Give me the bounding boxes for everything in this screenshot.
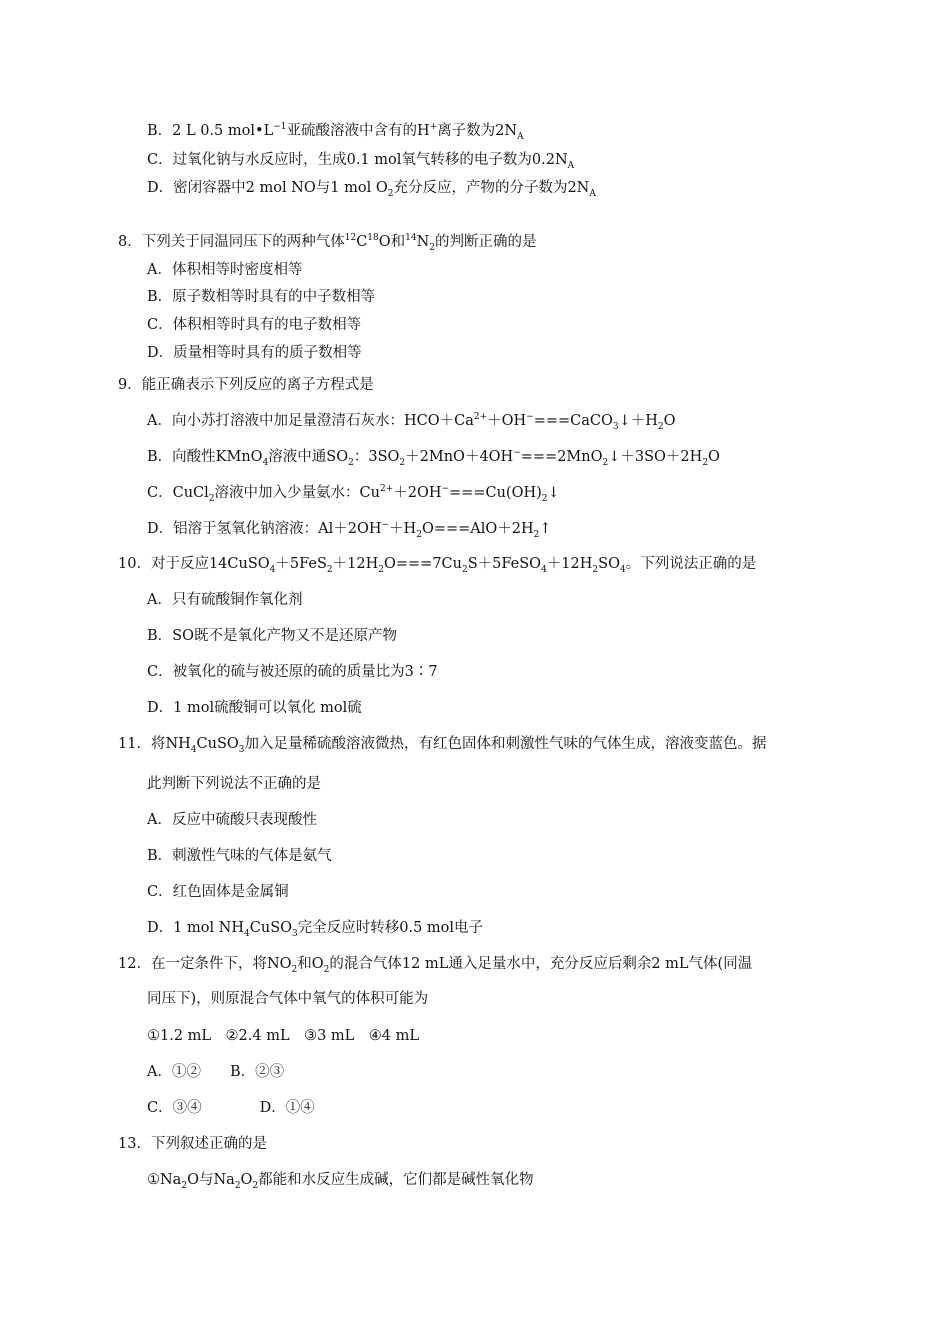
text-segment: 3 xyxy=(292,928,298,939)
text-segment: 2 xyxy=(533,529,540,540)
text-segment: B．原子数相等时具有的中子数相等 xyxy=(147,289,376,305)
q13-statement-1 xyxy=(147,1170,534,1190)
text-segment: 的混合气体12 mL通入足量水中，充分反应后剩余2 mL气体(同温 xyxy=(329,956,753,972)
text-segment: O===7Cu xyxy=(383,556,462,572)
text-segment: O xyxy=(240,1172,253,1188)
q12-option-cd xyxy=(147,1098,315,1118)
text-segment: A xyxy=(567,160,575,171)
text-segment: 2 xyxy=(461,564,468,575)
text-segment: 溶液中通SO xyxy=(268,449,349,465)
text-segment: A．体积相等时密度相等 xyxy=(147,262,303,278)
q11-option-d xyxy=(147,918,483,938)
text-segment: ①Na xyxy=(147,1172,182,1188)
text-segment: − xyxy=(513,448,521,459)
text-segment: C．③④ D．①④ xyxy=(147,1100,315,1116)
q9-option-a xyxy=(147,411,676,431)
text-segment: 2 xyxy=(429,242,436,253)
text-segment: 2 xyxy=(602,457,609,468)
text-segment: A xyxy=(589,188,596,199)
text-segment: 此判断下列说法不正确的是 xyxy=(147,776,321,792)
text-segment: 2 xyxy=(416,529,422,540)
text-segment: 都能和水反应生成碱，它们都是碱性氧化物 xyxy=(258,1172,534,1188)
text-segment: SO xyxy=(598,556,620,572)
text-segment: ＋5FeS xyxy=(275,556,327,572)
text-segment: 11．将NH xyxy=(118,736,191,752)
text-segment: B．向酸性KMnO xyxy=(147,449,263,465)
q8-option-b xyxy=(147,287,375,307)
text-segment: ↓＋3SO＋2H xyxy=(608,449,703,465)
text-segment: 2 xyxy=(326,564,333,575)
text-segment: 2 xyxy=(378,564,384,575)
text-segment: 4 xyxy=(262,457,269,468)
text-segment: 同压下)，则原混合气体中氧气的体积可能为 xyxy=(147,991,429,1007)
text-segment: 亚硫酸溶液中含有的H xyxy=(286,123,430,139)
q11-option-b xyxy=(147,846,332,866)
text-segment: 2 xyxy=(291,964,298,975)
text-segment: C．红色固体是金属铜 xyxy=(147,884,289,900)
text-segment: N xyxy=(416,234,430,250)
text-segment: C．CuCl xyxy=(147,485,209,501)
text-segment: 3 xyxy=(238,744,245,755)
q7-option-d xyxy=(147,178,596,198)
text-segment: ↓ xyxy=(547,485,560,501)
text-segment: D．1 mol NH xyxy=(147,920,245,936)
q9-option-c xyxy=(147,483,560,503)
text-segment: D．铝溶于氢氧化钠溶液：Al＋2OH xyxy=(147,521,382,537)
text-segment: 12．在一定条件下，将NO xyxy=(118,956,292,972)
q10-option-b xyxy=(147,626,397,646)
text-segment: 2 xyxy=(592,564,599,575)
q13-stem xyxy=(118,1134,267,1154)
text-segment: 2 xyxy=(181,1180,188,1191)
text-segment: 10．对于反应14CuSO xyxy=(118,556,270,572)
text-segment: 9．能正确表示下列反应的离子方程式是 xyxy=(118,377,374,393)
text-segment: C．体积相等时具有的电子数相等 xyxy=(147,317,362,333)
q12-stem xyxy=(118,954,752,974)
text-segment: 2 xyxy=(252,1180,259,1191)
q8-stem xyxy=(118,232,537,252)
text-segment: − xyxy=(526,412,534,423)
q11-option-c xyxy=(147,882,289,902)
q8-option-c xyxy=(147,315,361,335)
text-segment: O与Na xyxy=(187,1172,235,1188)
text-segment: 2 xyxy=(234,1180,241,1191)
text-segment: 4 xyxy=(269,564,276,575)
text-segment: 。下列说法正确的是 xyxy=(625,556,757,572)
q11-stem-cont xyxy=(147,774,321,794)
q11-option-a xyxy=(147,810,317,830)
q9-option-b xyxy=(147,447,720,467)
text-segment: 2 xyxy=(387,188,394,199)
text-segment: A．①② B．②③ xyxy=(147,1064,285,1080)
text-segment: + xyxy=(429,122,438,133)
text-segment: 13．下列叙述正确的是 xyxy=(118,1136,267,1152)
q10-option-d xyxy=(147,698,362,718)
text-segment: 4 xyxy=(244,928,250,939)
text-segment: 的判断正确的是 xyxy=(435,234,537,250)
q12-choices xyxy=(147,1026,419,1046)
text-segment: ＋2OH xyxy=(393,485,442,501)
q7-option-b xyxy=(147,121,524,141)
text-segment: 和O xyxy=(297,956,324,972)
q9-stem xyxy=(118,375,374,395)
text-segment: 3 xyxy=(612,421,619,432)
text-segment: 2+ xyxy=(473,412,488,423)
text-segment: B．2 L 0.5 mol•L xyxy=(147,123,274,139)
text-segment: ＋12H xyxy=(332,556,379,572)
text-segment: ===Cu(OH) xyxy=(449,485,542,501)
q10-option-a xyxy=(147,590,302,610)
text-segment: 离子数为2N xyxy=(437,123,518,139)
text-segment: CuSO xyxy=(196,736,239,752)
q10-stem xyxy=(118,554,756,574)
text-segment: D．密闭容器中2 mol NO与1 mol O xyxy=(147,180,388,196)
text-segment: A．只有硫酸铜作氧化剂 xyxy=(147,592,303,608)
text-segment: O===AlO＋2H xyxy=(421,521,534,537)
q12-option-ab xyxy=(147,1062,284,1082)
q9-option-d xyxy=(147,519,552,539)
text-segment: B．SO既不是氧化产物又不是还原产物 xyxy=(147,628,397,644)
text-segment: 2 xyxy=(657,421,664,432)
text-segment: C．过氧化钠与水反应时，生成0.1 mol氧气转移的电子数为0.2N xyxy=(147,152,568,168)
text-segment: S＋5FeSO xyxy=(467,556,542,572)
text-segment: 18 xyxy=(367,233,379,244)
text-segment: O和 xyxy=(378,234,406,250)
text-segment: ===2MnO xyxy=(520,449,603,465)
text-segment: ↑ xyxy=(539,521,552,537)
text-segment: 溶液中加入少量氨水：Cu xyxy=(214,485,380,501)
text-segment: 2 xyxy=(348,457,354,468)
text-segment: 2 xyxy=(323,964,330,975)
text-segment: 充分反应，产物的分子数为2N xyxy=(393,180,590,196)
text-segment: A．向小苏打溶液中加足量澄清石灰水：HCO＋Ca xyxy=(147,413,474,429)
text-segment: A xyxy=(517,131,524,142)
text-segment: −1 xyxy=(273,122,287,133)
text-segment: ＋H xyxy=(389,521,417,537)
q12-stem-cont xyxy=(147,989,428,1009)
text-segment: D．1 mol硫酸铜可以氧化 mol硫 xyxy=(147,700,362,716)
text-segment: ＋2MnO＋4OH xyxy=(405,449,514,465)
text-segment: ＋OH xyxy=(487,413,527,429)
text-segment: C．被氧化的硫与被还原的硫的质量比为3∶7 xyxy=(147,664,438,680)
text-segment: 2 xyxy=(399,457,406,468)
text-segment: − xyxy=(381,520,390,531)
text-segment: CuSO xyxy=(249,920,293,936)
q8-option-d xyxy=(147,343,362,363)
text-segment: ①1.2 mL ②2.4 mL ③3 mL ④4 mL xyxy=(147,1028,420,1044)
text-segment: 4 xyxy=(190,744,197,755)
text-segment: − xyxy=(441,484,450,495)
text-segment: ===CaCO xyxy=(533,413,613,429)
text-segment: 2 xyxy=(208,493,215,504)
text-segment: A．反应中硫酸只表现酸性 xyxy=(147,812,317,828)
text-segment: 完全反应时转移0.5 mol电子 xyxy=(297,920,484,936)
text-segment: O xyxy=(663,413,676,429)
text-segment: ↓＋H xyxy=(618,413,658,429)
q7-option-c xyxy=(147,150,574,170)
text-segment: 2+ xyxy=(379,484,394,495)
text-segment: 4 xyxy=(541,564,547,575)
text-segment: 2 xyxy=(541,493,548,504)
q10-option-c xyxy=(147,662,438,682)
text-segment: 4 xyxy=(619,564,626,575)
text-segment: 8．下列关于同温同压下的两种气体 xyxy=(118,234,345,250)
text-segment: 14 xyxy=(405,233,417,244)
text-segment: B．刺激性气味的气体是氨气 xyxy=(147,848,332,864)
text-segment: 加入足量稀硫酸溶液微热，有红色固体和刺激性气味的气体生成，溶液变蓝色。据 xyxy=(244,736,767,752)
text-segment: ＋12H xyxy=(546,556,593,572)
text-segment: D．质量相等时具有的质子数相等 xyxy=(147,345,362,361)
text-segment: O xyxy=(708,449,720,465)
text-segment: 12 xyxy=(344,233,357,244)
q11-stem xyxy=(118,734,767,754)
text-segment: C xyxy=(356,234,368,250)
text-segment: 2 xyxy=(702,457,709,468)
q8-option-a xyxy=(147,260,302,280)
text-segment: ：3SO xyxy=(353,449,400,465)
